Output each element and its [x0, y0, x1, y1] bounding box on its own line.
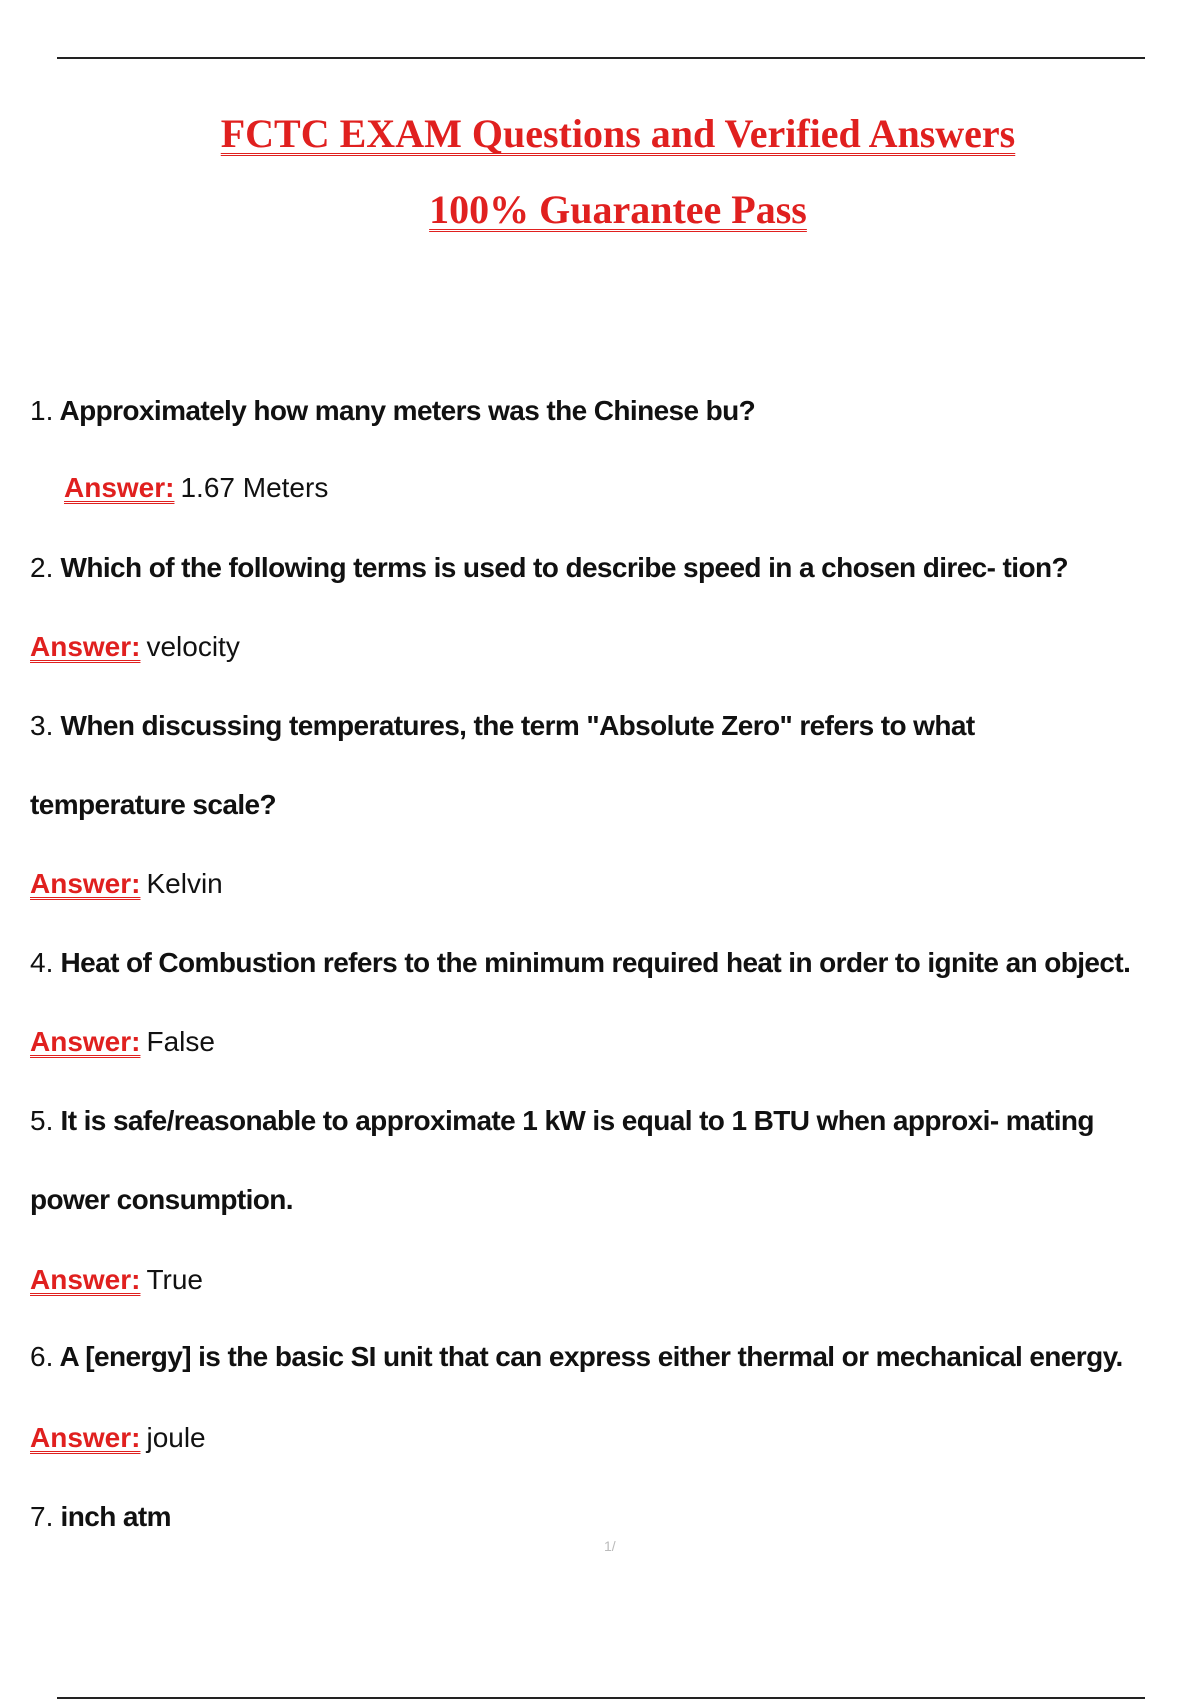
- answer-label: Answer:: [30, 868, 141, 899]
- document-subtitle: 100% Guarantee Pass: [429, 187, 807, 232]
- top-rule: [57, 57, 1145, 59]
- answer-value: velocity: [146, 631, 240, 662]
- answer-value: 1.67 Meters: [180, 472, 329, 503]
- question-number: 5.: [30, 1105, 54, 1136]
- answer-value: Kelvin: [146, 868, 223, 899]
- question-5: [30, 1105, 1094, 1137]
- question-text: Heat of Combustion refers to the minimum required heat in order to ignite an object.: [60, 947, 1131, 978]
- answer-value: True: [146, 1264, 204, 1295]
- question-number: 1.: [30, 395, 54, 426]
- question-7: [30, 1501, 171, 1533]
- answer-label: Answer:: [64, 472, 175, 503]
- question-text: power consumption.: [30, 1184, 293, 1215]
- answer-5: [30, 1264, 203, 1296]
- answer-2: [30, 631, 240, 663]
- answer-6: [30, 1422, 206, 1454]
- answer-3: [30, 868, 223, 900]
- question-3-continued: [30, 789, 276, 821]
- answer-value: False: [146, 1026, 215, 1057]
- question-text: A [energy] is the basic SI unit that can express either thermal or mechanical energy.: [59, 1341, 1123, 1372]
- question-1: [30, 395, 755, 427]
- question-text: inch atm: [60, 1501, 171, 1532]
- question-2: [30, 552, 1068, 584]
- question-number: 6.: [30, 1341, 54, 1372]
- answer-label: Answer:: [30, 1264, 141, 1295]
- answer-label: Answer:: [30, 1422, 141, 1453]
- answer-value: joule: [146, 1422, 206, 1453]
- question-number: 4.: [30, 947, 54, 978]
- question-text: Which of the following terms is used to describe speed in a chosen direc- tion?: [60, 552, 1068, 583]
- question-text: It is safe/reasonable to approximate 1 kW is equal to 1 BTU when approxi- mating: [60, 1105, 1094, 1136]
- question-text: Approximately how many meters was the Chinese bu?: [59, 395, 756, 426]
- question-3: [30, 710, 975, 742]
- document-title: FCTC EXAM Questions and Verified Answers: [220, 111, 1016, 156]
- bottom-rule: [57, 1697, 1145, 1699]
- question-6: [30, 1341, 1123, 1373]
- answer-label: Answer:: [30, 631, 141, 662]
- answer-label: Answer:: [30, 1026, 141, 1057]
- page-number: 1/: [604, 1538, 616, 1554]
- question-text: temperature scale?: [30, 789, 276, 820]
- question-number: 3.: [30, 710, 54, 741]
- question-number: 2.: [30, 552, 54, 583]
- question-5-continued: [30, 1184, 293, 1216]
- answer-1: [64, 472, 328, 504]
- question-text: When discussing temperatures, the term "Absolute Zero" refers to what: [60, 710, 975, 741]
- answer-4: [30, 1026, 215, 1058]
- question-number: 7.: [30, 1501, 54, 1532]
- question-4: [30, 947, 1130, 979]
